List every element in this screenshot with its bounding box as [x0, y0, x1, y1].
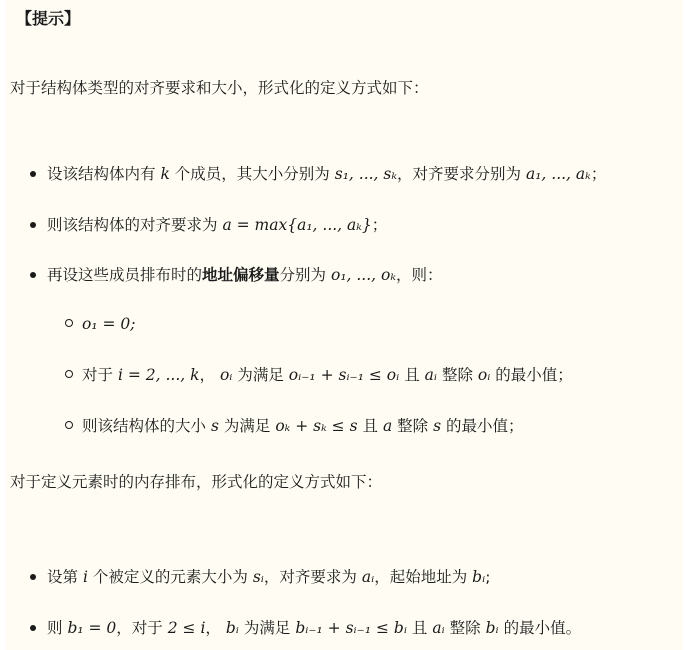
list-item-address-rule [47, 616, 581, 640]
item-text: ，起始地址为 [374, 568, 468, 586]
list-item-element-definition [47, 565, 490, 589]
math-max-alignment: a = max{a₁, ..., aₖ} [222, 216, 372, 234]
item-text: ; [485, 568, 491, 586]
struct-intro-paragraph: 对于结构体类型的对齐要求和大小，形式化的定义方式如下： [10, 79, 429, 97]
sublist-item-first-offset [82, 312, 135, 336]
item-text: ； [371, 216, 388, 234]
list-item-offsets [47, 263, 443, 287]
item-text: 则该结构体的对齐要求为 [47, 216, 218, 234]
memory-layout-intro-paragraph: 对于定义元素时的内存排布，形式化的定义方式如下： [10, 473, 383, 491]
math-ai: aᵢ [424, 366, 437, 384]
item-text: ， [205, 619, 221, 637]
item-text: 设该结构体内有 [47, 165, 156, 183]
sublist-item-offset-rule [82, 363, 573, 387]
math-b1: b₁ = 0 [67, 619, 117, 637]
math-index-bound: 2 ≤ i [167, 619, 206, 637]
item-text: 对于 [82, 366, 114, 384]
item-text: 整除 [449, 619, 481, 637]
item-text: 再设这些成员排布时的 [47, 266, 203, 284]
list-item-member-sizes [47, 162, 606, 186]
math-address-condition: bᵢ₋₁ + sᵢ₋₁ ≤ bᵢ [295, 619, 407, 637]
bullet-dot [30, 272, 36, 278]
sublist-item-struct-size [82, 414, 524, 438]
item-text: 的最小值； [445, 417, 524, 435]
math-offset-condition: oᵢ₋₁ + sᵢ₋₁ ≤ oᵢ [288, 366, 400, 384]
item-text: 的最小值。 [503, 619, 582, 637]
math-sizes: s₁, ..., sₖ [334, 165, 398, 183]
item-text: ， [199, 366, 216, 384]
math-s: s [210, 417, 219, 435]
item-text: 则该结构体的大小 [82, 417, 207, 435]
bold-term: 地址偏移量 [202, 266, 280, 284]
item-text: ； [590, 165, 607, 183]
math-a: a [382, 417, 393, 435]
math-first-offset: o₁ = 0; [82, 315, 136, 333]
math-index-range: i = 2, ..., k [117, 366, 200, 384]
bullet-dot [30, 222, 36, 228]
item-text: 整除 [441, 366, 473, 384]
item-text: 为满足 [243, 619, 291, 637]
item-text: 设第 [47, 568, 79, 586]
item-text: 为满足 [237, 366, 284, 384]
math-ai: aᵢ [432, 619, 445, 637]
math-offsets: o₁, ..., oₖ [330, 266, 397, 284]
item-text: 的最小值； [495, 366, 573, 384]
circle-bullet [65, 421, 73, 429]
item-text: 则 [47, 619, 63, 637]
math-bi: bᵢ [485, 619, 499, 637]
item-text: 个成员，其大小分别为 [174, 165, 330, 183]
item-text: ，对于 [116, 619, 163, 637]
bullet-dot [30, 574, 36, 580]
item-text: 个被定义的元素大小为 [92, 568, 248, 586]
math-bi: bᵢ [472, 568, 486, 586]
math-alignments: a₁, ..., aₖ [525, 165, 591, 183]
bullet-dot [30, 625, 36, 631]
math-oi: oᵢ [477, 366, 491, 384]
circle-bullet [65, 319, 73, 327]
bullet-dot [30, 171, 36, 177]
math-i: i [82, 568, 88, 586]
item-text: 且 [362, 417, 378, 435]
item-text: ，对齐要求分别为 [397, 165, 522, 183]
item-text: 分别为 [279, 266, 327, 284]
item-text: ，则： [396, 266, 443, 284]
math-bi: bᵢ [225, 619, 239, 637]
circle-bullet [65, 370, 73, 378]
math-s: s [433, 417, 442, 435]
hint-heading: 【提示】 [16, 9, 81, 28]
math-ai: aᵢ [361, 568, 375, 586]
math-k: k [160, 165, 170, 183]
item-text: ，对齐要求为 [263, 568, 357, 586]
item-text: 为满足 [223, 417, 271, 435]
math-oi: oᵢ [219, 366, 233, 384]
list-item-struct-alignment [47, 213, 387, 237]
item-text: 且 [411, 619, 428, 637]
item-text: 且 [404, 366, 420, 384]
math-si: sᵢ [252, 568, 264, 586]
hint-panel [6, 0, 683, 650]
item-text: 整除 [397, 417, 429, 435]
math-size-condition: oₖ + sₖ ≤ s [275, 417, 358, 435]
